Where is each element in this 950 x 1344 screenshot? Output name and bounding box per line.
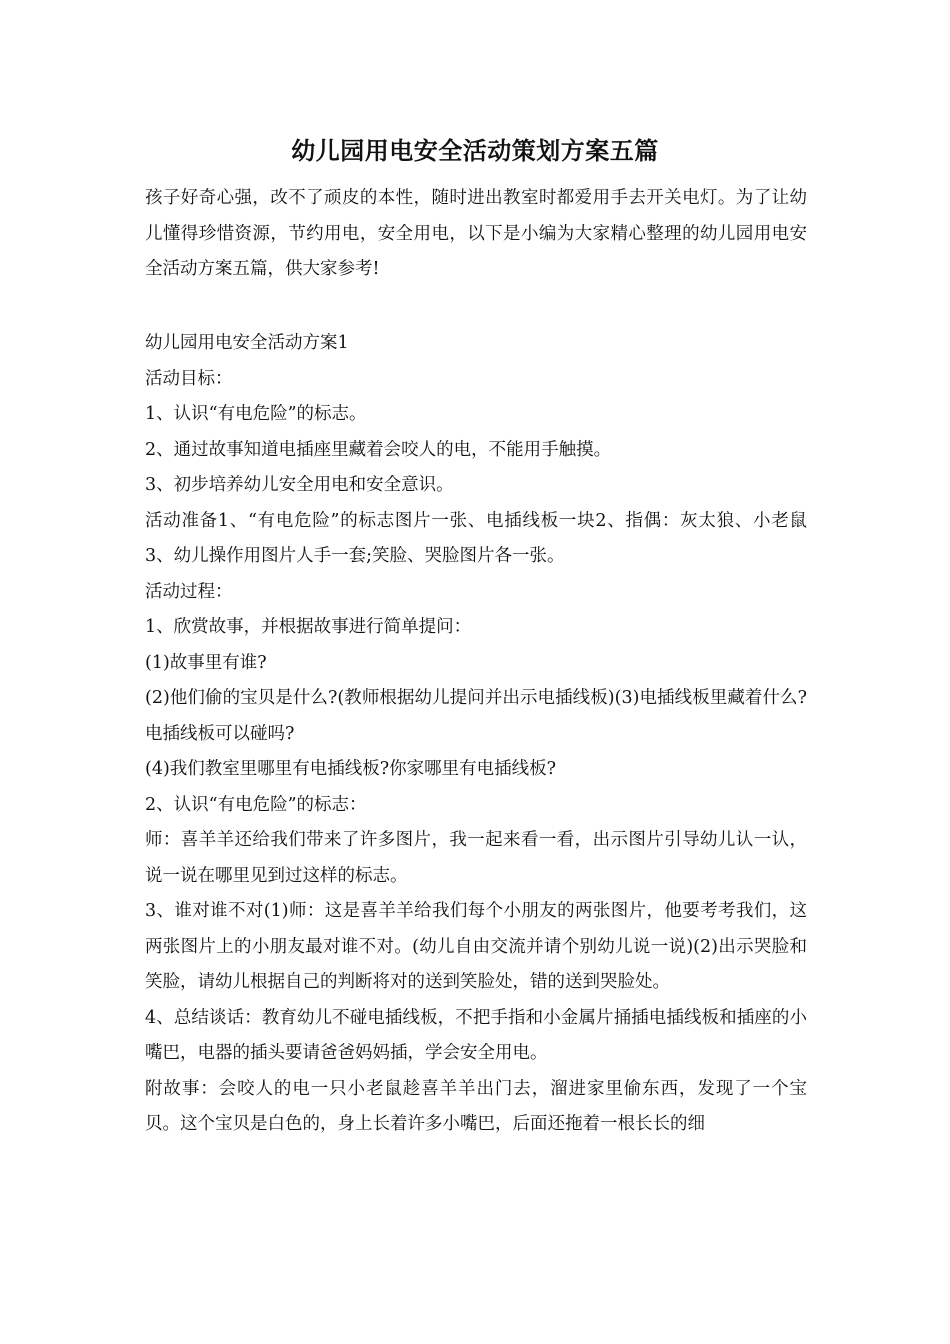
- section-heading: 幼儿园用电安全活动方案1: [145, 333, 349, 353]
- paragraph-step-1: 1、欣赏故事，并根据故事进行简单提问：: [145, 617, 472, 637]
- paragraph-story: 附故事：会咬人的电一只小老鼠趁喜羊羊出门去，溜进家里偷东西，发现了一个宝贝。这个宝贝是白色的，身上长着许多小嘴巴，后面还拖着一根长长的细: [145, 1078, 807, 1134]
- paragraph-step-3: 3、谁对谁不对(1)师：这是喜羊羊给我们每个小朋友的两张图片，他要考考我们，这两张图片上的小朋友最对谁不对。(幼儿自由交流并请个别幼儿说一说)(2)出示哭脸和笑脸，请幼儿根据自己的判断将对的送到笑脸处，错的送到哭脸处。: [145, 901, 807, 992]
- paragraph-process-heading: 活动过程：: [145, 581, 233, 602]
- intro-paragraph: 孩子好奇心强，改不了顽皮的本性，随时进出教室时都爱用手去开关电灯。为了让幼儿懂得珍惜资源，节约用电，安全用电，以下是小编为大家精心整理的幼儿园用电安全活动方案五篇，供大家参考!: [145, 188, 807, 279]
- paragraph-question-2-3: (2)他们偷的宝贝是什么?(教师根据幼儿提问并出示电插线板)(3)电插线板里藏着什么?电插线板可以碰吗?: [145, 688, 807, 744]
- document-body: [145, 326, 807, 1143]
- paragraph-teacher: 师：喜羊羊还给我们带来了许多图片，我一起来看一看，出示图片引导幼儿认一认，说一说在哪里见到过这样的标志。: [145, 830, 807, 886]
- document-title: 幼儿园用电安全活动策划方案五篇: [291, 136, 659, 165]
- paragraph-goal-3: 3、初步培养幼儿安全用电和安全意识。: [145, 475, 454, 495]
- paragraph-goal-2: 2、通过故事知道电插座里藏着会咬人的电，不能用手触摸。: [145, 439, 612, 460]
- paragraph-goals-heading: 活动目标：: [145, 368, 233, 389]
- paragraph-step-2: 2、认识“有电危险”的标志：: [145, 794, 367, 815]
- paragraph-question-1: (1)故事里有谁?: [145, 652, 267, 673]
- paragraph-step-4: 4、总结谈话：教育幼儿不碰电插线板，不把手指和小金属片捅插电插线板和插座的小嘴巴，电器的插头要请爸爸妈妈插，学会安全用电。: [145, 1007, 807, 1063]
- paragraph-preparation: 活动准备1、“有电危险”的标志图片一张、电插线板一块2、指偶：灰太狼、小老鼠3、幼儿操作用图片人手一套;笑脸、哭脸图片各一张。: [145, 510, 807, 566]
- paragraph-question-4: (4)我们教室里哪里有电插线板?你家哪里有电插线板?: [145, 759, 557, 779]
- paragraph-goal-1: 1、认识“有电危险”的标志。: [145, 404, 367, 424]
